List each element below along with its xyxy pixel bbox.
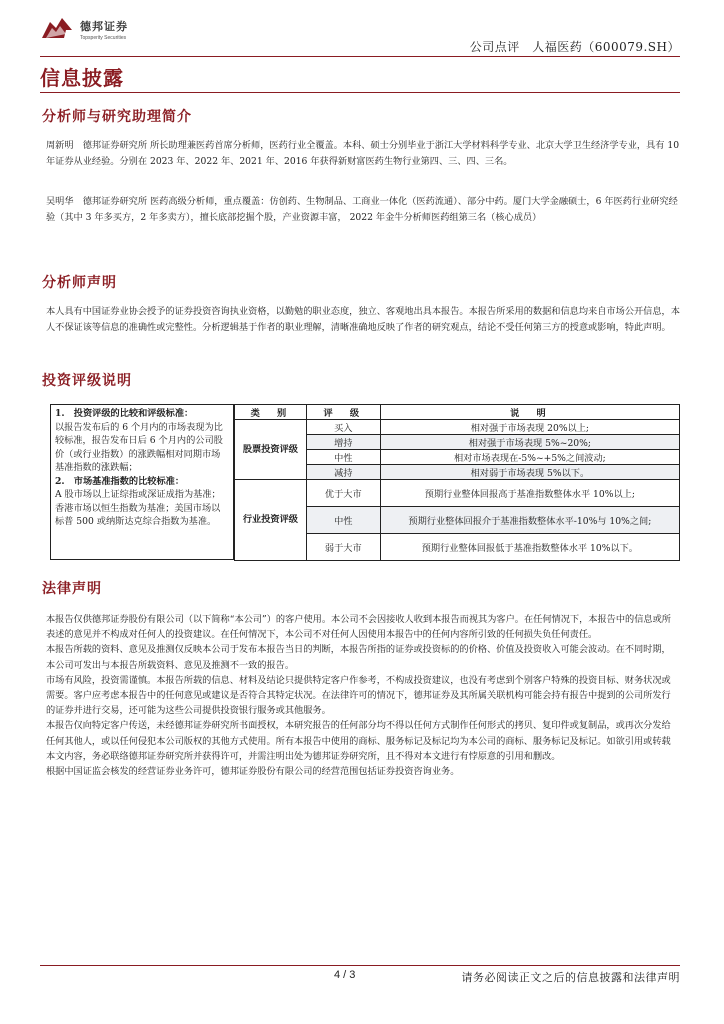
rating-cell: 增持 [306, 435, 380, 450]
table-header-cell: 类 别 [235, 405, 307, 420]
section-title-analyst-statement: 分析师声明 [42, 275, 117, 291]
description-cell: 预期行业整体回报介于基准指数整体水平-10%与 10%之间; [380, 507, 679, 534]
page-title: 信息披露 [40, 66, 124, 90]
rating-cell: 中性 [306, 450, 380, 465]
rating-cell: 弱于大市 [306, 534, 380, 561]
logo-name: 德邦证券 [80, 19, 128, 33]
industry-rating-category: 行业投资评级 [235, 480, 307, 561]
footer-divider [40, 965, 680, 966]
table-row [235, 420, 680, 435]
table-header-cell: 评 级 [306, 405, 380, 420]
legal-paragraph: 市场有风险，投资需谨慎。本报告所载的信息、材料及结论只提供特定客户作参考，不构成投资建议，也没有考虑到个别客户特殊的投资目标、财务状况或需要。客户应考虑本报告中的任何意见或建议是否符合其特定状况。在法律许可的情况下，德邦证券及其所属关联机构可能会持有报告中提到的公司所发行的证券并进行交易，还可能为这些公司提供投资银行服务或其他服务。 [46, 674, 671, 717]
rating-table [234, 404, 680, 561]
rating-block [50, 404, 680, 560]
description-cell: 相对市场表现在-5%~+5%之间波动; [380, 450, 679, 465]
legal-text [46, 612, 678, 779]
company-logo [40, 16, 128, 42]
brand-mark-icon [40, 16, 74, 42]
description-cell: 预期行业整体回报低于基准指数整体水平 10%以下。 [380, 534, 679, 561]
rating-cell: 中性 [306, 507, 380, 534]
rating-criteria-heading-2: 2. 市场基准指数的比较标准： [55, 475, 185, 487]
rating-criteria-body-2: A 股市场以上证综指或深证成指为基准；香港市场以恒生指数为基准；美国市场以标普 500 或纳斯达克综合指数为基准。 [55, 489, 221, 527]
section-title-legal: 法律声明 [42, 581, 102, 597]
title-divider [40, 92, 680, 93]
analyst-bio-2: 吴明华 德邦证券研究所 医药高级分析师，重点覆盖：仿创药、生物制品、工商业一体化（医药流通）、部分中药。厦门大学金融硕士，6 年医药行业研究经验（其中 3 年多买方，2 年多卖方），擅长底部挖掘个股，产业资源丰富， 2022 年金牛分析师医药组第三名（核心成员） [46, 196, 678, 223]
table-row [235, 480, 680, 507]
rating-cell: 减持 [306, 465, 380, 480]
report-header-label: 公司点评 人福医药（600079.SH） [469, 40, 680, 54]
table-header-cell: 说 明 [380, 405, 679, 420]
page-number: 4 / 3 [334, 969, 356, 981]
legal-paragraph: 本报告仅供德邦证券股份有限公司（以下简称“本公司”）的客户使用。本公司不会因接收人收到本报告而视其为客户。在任何情况下，本报告中的信息或所表述的意见并不构成对任何人的投资建议。在任何情况下，本公司不对任何人因使用本报告中的任何内容所引致的任何损失负任何责任。 [46, 614, 671, 641]
rating-cell: 优于大市 [306, 480, 380, 507]
stock-rating-category: 股票投资评级 [235, 420, 307, 480]
section-title-rating: 投资评级说明 [42, 373, 132, 389]
description-cell: 预期行业整体回报高于基准指数整体水平 10%以上; [380, 480, 679, 507]
footer-note: 请务必阅读正文之后的信息披露和法律声明 [461, 971, 680, 984]
legal-paragraph: 本报告仅向特定客户传送，未经德邦证券研究所书面授权，本研究报告的任何部分均不得以任何方式制作任何形式的拷贝、复印件或复制品，或再次分发给任何其他人，或以任何侵犯本公司版权的其他方式使用。所有本报告中使用的商标、服务标记及标记均为本公司的商标、服务标记及标记。如欲引用或转载本文内容，务必联络德邦证券研究所并获得许可，并需注明出处为德邦证券研究所，且不得对本文进行有悖原意的引用和删改。 [46, 720, 671, 762]
logo-english: Topsperity Securities [80, 34, 127, 41]
legal-paragraph: 本报告所载的资料、意见及推测仅反映本公司于发布本报告当日的判断，本报告所指的证券或投资标的的价格、价值及投资收入可能会波动。在不同时期，本公司可发出与本报告所载资料、意见及推测不一致的报告。 [46, 644, 671, 671]
rating-criteria-body-1: 以报告发布后的 6 个月内的市场表现为比较标准，报告发布日后 6 个月内的公司股价（或行业指数）的涨跌幅相对同期市场基准指数的涨跌幅； [55, 421, 223, 473]
description-cell: 相对强于市场表现 20%以上; [380, 420, 679, 435]
rating-cell: 买入 [306, 420, 380, 435]
table-header-row [235, 405, 680, 420]
header-divider [40, 56, 680, 57]
description-cell: 相对强于市场表现 5%~20%; [380, 435, 679, 450]
section-title-analyst-intro: 分析师与研究助理简介 [42, 109, 192, 125]
rating-criteria-box [50, 404, 234, 560]
legal-paragraph: 根据中国证监会核发的经营证券业务许可，德邦证券股份有限公司的经营范围包括证券投资咨询业务。 [46, 766, 460, 778]
rating-criteria-heading-1: 1. 投资评级的比较和评级标准： [55, 408, 194, 419]
analyst-bio-1: 周新明 德邦证券研究所 所长助理兼医药首席分析师，医药行业全覆盖。本科、硕士分别毕业于浙江大学材料科学专业、北京大学卫生经济学专业，具有 10 年证券从业经验。分别在 2023 年、2022 年、2021 年、2016 年获得新财富医药生物行业第四、三、四、三名。 [46, 140, 680, 167]
analyst-statement-text: 本人具有中国证券业协会授予的证券投资咨询执业资格，以勤勉的职业态度，独立、客观地出具本报告。本报告所采用的数据和信息均来自市场公开信息，本人不保证该等信息的准确性或完整性。分析逻辑基于作者的职业理解，清晰准确地反映了作者的研究观点，结论不受任何第三方的授意或影响，特此声明。 [46, 306, 680, 333]
description-cell: 相对弱于市场表现 5%以下。 [380, 465, 679, 480]
